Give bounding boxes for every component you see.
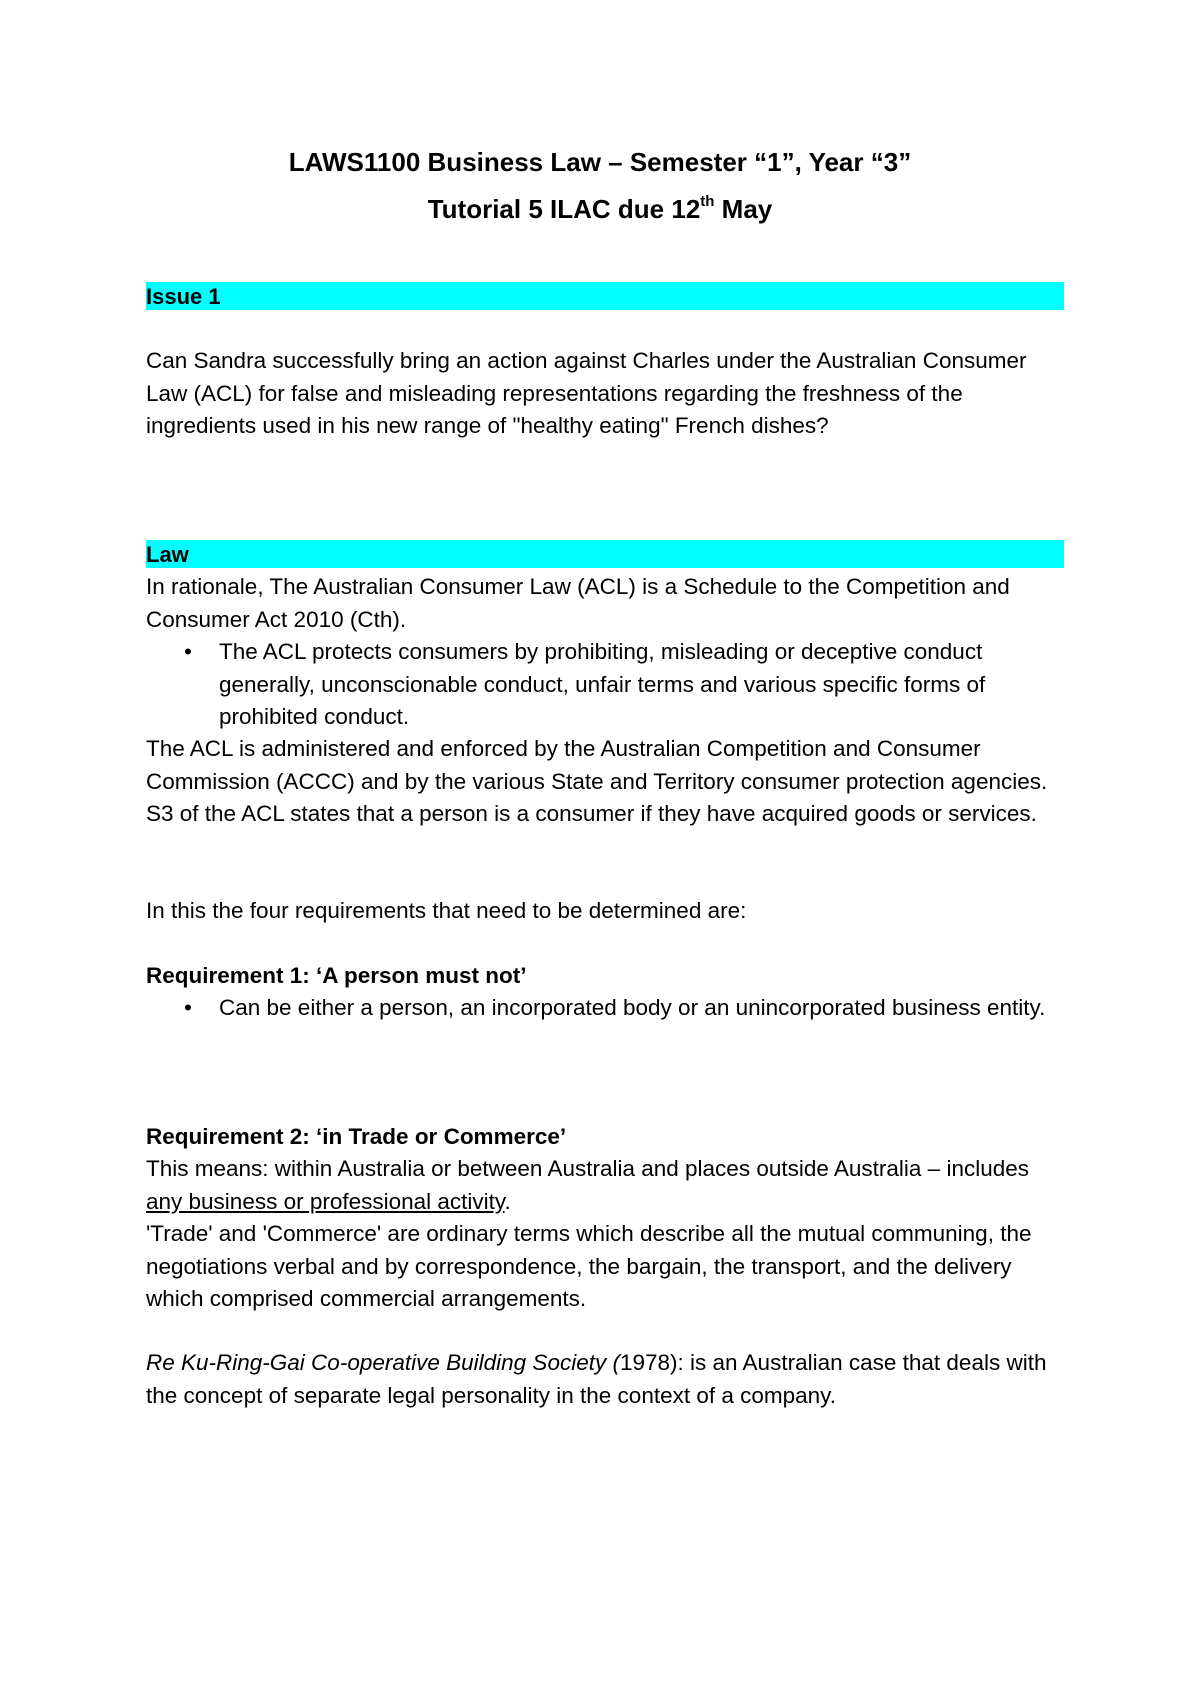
case-description: 1978): is an Australian case that deals with the concept of separate legal personality in the context of a company. [146,1350,1047,1408]
subtitle-month: May [714,194,773,224]
bullet-icon: • [184,639,192,664]
list-item [146,992,1066,1025]
bullet-icon: • [184,995,192,1020]
bullet-text: The ACL protects consumers by prohibiting, misleading or deceptive conduct generally, unconscionable conduct, unfair terms and various specific forms of prohibited conduct. [219,639,986,729]
subtitle-text: Tutorial 5 ILAC due 12 [427,194,701,224]
trade-commerce-meaning-paragraph [146,1153,1066,1218]
title-line-1: LAWS1100 Business Law – Semester “1”, Year “3” [288,147,912,177]
acl-administration-paragraph: The ACL is administered and enforced by the Australian Competition and Consumer Commission (ACCC) and by the various State and Territory consumer protection agencies. S3 of the ACL states that a person is a consumer if they have acquired goods or services. [146,736,1048,826]
law-intro-paragraph: In rationale, The Australian Consumer Law (ACL) is a Schedule to the Competition and Consumer Act 2010 (Cth). [146,574,1010,632]
law-heading-text: Law [146,542,189,567]
requirement-2-heading: Requirement 2: ‘in Trade or Commerce’ [146,1124,567,1149]
list-item [146,636,1066,734]
case-paragraph [146,1347,1066,1412]
issue-heading-text: Issue 1 [146,284,221,309]
meaning-text: This means: within Australia or between Australia and places outside Australia – includes [146,1156,1029,1181]
document-title [0,146,1200,178]
issue-paragraph: Can Sandra successfully bring an action against Charles under the Australian Consumer Law (ACL) for false and misleading representations regarding the freshness of the ingredients used in his new range of "healthy eating" French dishes? [146,348,1027,438]
meaning-end: . [504,1188,511,1214]
trade-commerce-definition-paragraph: 'Trade' and 'Commerce' are ordinary terms which describe all the mutual communing, the negotiations verbal and by correspondence, the bargain, the transport, and the delivery which comprised commercial arrangements. [146,1221,1032,1311]
ordinal-suffix: th [700,193,715,211]
document-subtitle [0,193,1200,225]
bullet-text: Can be either a person, an incorporated body or an unincorporated business entity. [219,995,1046,1020]
law-bullet-list [146,636,1066,734]
underlined-phrase: any business or professional activity [146,1188,505,1214]
requirement-1-bullet-list [146,992,1066,1025]
four-requirements-paragraph: In this the four requirements that need to be determined are: [146,898,747,923]
case-name: Re Ku-Ring-Gai Co-operative Building Society ( [146,1350,620,1375]
issue-heading [146,282,1064,310]
requirement-1-heading: Requirement 1: ‘A person must not’ [146,963,527,988]
law-heading [146,540,1064,568]
